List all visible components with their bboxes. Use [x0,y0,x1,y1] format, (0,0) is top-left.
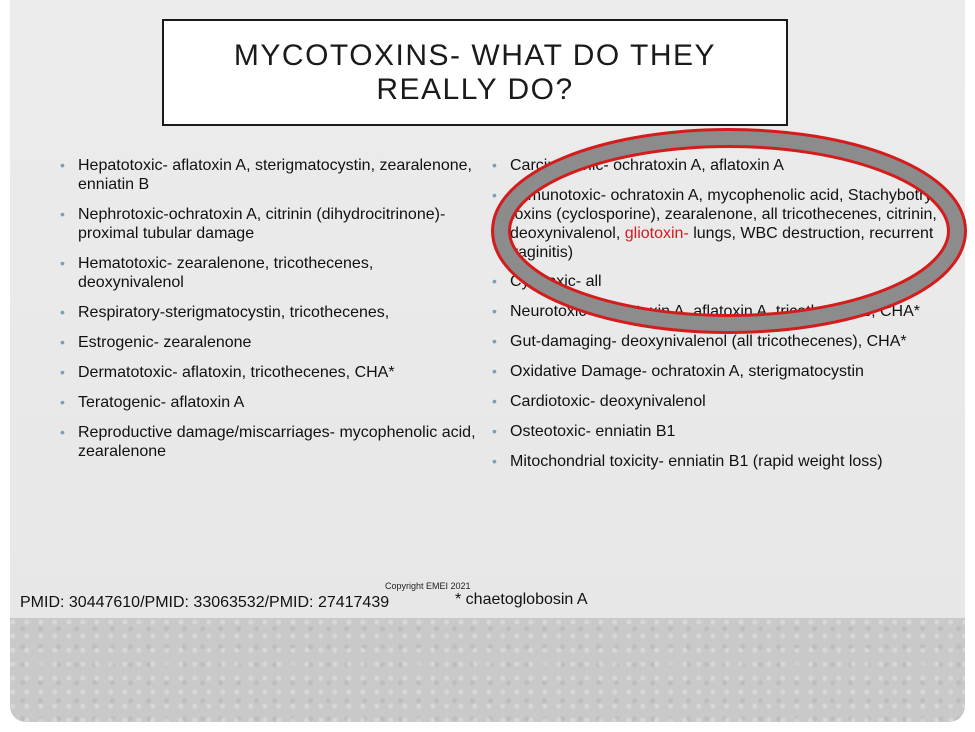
list-item: • Reproductive damage/miscarriages- mycophenolic acid, zearalenone [60,424,476,460]
bullet-icon: • [492,393,497,409]
copyright-text: Copyright EMEI 2021 [385,581,471,591]
pmid-references: PMID: 30447610/PMID: 33063532/PMID: 27417439 [20,594,390,611]
slide-title: MYCOTOXINS- WHAT DO THEY REALLY DO? [233,38,717,106]
bullet-icon: • [60,364,65,380]
bullet-icon: • [60,157,65,173]
list-item: • Hematotoxic- zearalenone, tricothecenes, deoxynivalenol [60,255,374,291]
bullet-icon: • [492,273,497,289]
list-item-neurotoxic: • Neurotoxic- ochratoxin A, aflatoxin A, tricothecenes, CHA* [492,303,920,320]
bullet-icon: • [60,394,65,410]
cha-footnote: * chaetoglobosin A [455,591,588,608]
list-item: • Hepatotoxic- aflatoxin A, sterigmatocystin, zearalenone, enniatin B [60,157,472,193]
bullet-icon: • [492,157,497,173]
bullet-icon: • [492,187,497,203]
list-item-cardiotoxic: • Cardiotoxic- deoxynivalenol [492,393,706,410]
list-item: • Dermatotoxic- aflatoxin, tricothecenes, CHA* [60,364,395,381]
bullet-icon: • [60,424,65,440]
list-item: • Teratogenic- aflatoxin A [60,394,245,411]
list-item-gut: • Gut-damaging- deoxynivalenol (all tricothecenes), CHA* [492,333,907,350]
left-bullet-list [56,156,476,472]
bullet-icon: • [60,304,65,320]
bullet-icon: • [492,333,497,349]
bullet-icon: • [60,255,65,271]
list-item-oxidative: • Oxidative Damage- ochratoxin A, sterigmatocystin [492,363,864,380]
footer-band [10,618,965,722]
list-item-cytotoxic: • Cytotoxic- all [492,273,602,290]
list-item-osteotoxic: • Osteotoxic- enniatin B1 [492,423,676,440]
list-item: • Estrogenic- zearalenone [60,334,252,351]
gliotoxin-highlight: gliotoxin- [624,225,689,242]
list-item-carcinogenic: • Carcinogenic- ochratoxin A, aflatoxin A [492,157,784,174]
list-item: • Respiratory-sterigmatocystin, tricothecenes, [60,304,390,321]
bullet-icon: • [492,423,497,439]
title-box [162,19,788,126]
list-item-immunotoxic: • Immunotoxic- ochratoxin A, mycophenolic acid, Stachybotrys toxins (cyclosporine), zearalenone, all tricothecenes, citrinin, deoxynivalenol, gliotoxin- lungs, WBC destruction, recurrent vaginitis) [492,187,941,261]
bullet-icon: • [492,453,497,469]
list-item: • Nephrotoxic-ochratoxin A, citrinin (dihydrocitrinone)- proximal tubular damage [60,206,446,242]
bullet-icon: • [60,206,65,222]
bullet-icon: • [60,334,65,350]
right-bullet-list [488,156,950,482]
bullet-icon: • [492,303,497,319]
list-item-mitochondrial: • Mitochondrial toxicity- enniatin B1 (rapid weight loss) [492,453,883,470]
bullet-icon: • [492,363,497,379]
